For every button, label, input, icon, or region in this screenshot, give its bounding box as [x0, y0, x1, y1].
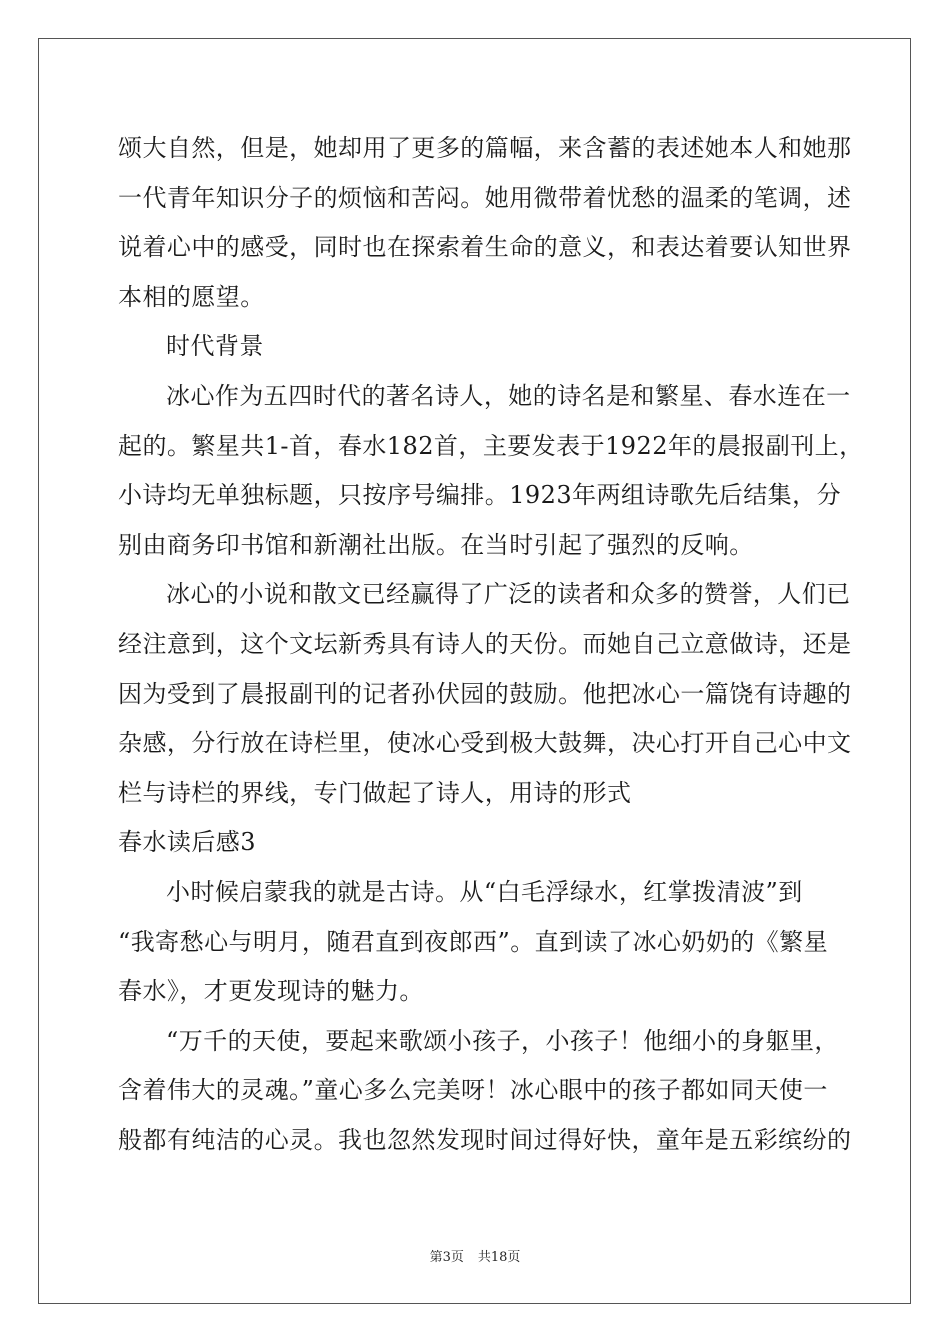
- text-line: “我寄愁心与明月，随君直到夜郎西”。直到读了冰心奶奶的《繁星: [118, 927, 829, 956]
- article-title: [118, 818, 838, 868]
- title-text: 春水读后感3: [118, 828, 256, 857]
- text-line: 小诗均无单独标题，只按序号编排。1923年两组诗歌先后结集，分: [118, 481, 842, 510]
- text-line: 说着心中的感受，同时也在探索着生命的意义，和表达着要认知世界: [118, 233, 852, 262]
- paragraph-body: [118, 372, 864, 570]
- paragraph-body: [118, 1017, 852, 1166]
- document-body: [118, 124, 864, 1165]
- text-line: 本相的愿望。: [118, 282, 265, 311]
- text-line: 经注意到，这个文坛新秀具有诗人的天份。而她自己立意做诗，还是: [118, 629, 852, 658]
- text-line: 栏与诗栏的界线，专门做起了诗人，用诗的形式: [118, 778, 632, 807]
- text-line: 起的。繁星共1-首，春水182首，主要发表于1922年的晨报副刊上，: [118, 431, 864, 460]
- text-line: 春水》，才更发现诗的魅力。: [118, 977, 424, 1006]
- text-line: “万千的天使，要起来歌颂小孩子，小孩子！他细小的身躯里，: [166, 1026, 839, 1055]
- text-line: 含着伟大的灵魂。”童心多么完美呀！冰心眼中的孩子都如同天使一: [118, 1076, 828, 1105]
- heading-text: 时代背景: [166, 332, 264, 361]
- text-line: 小时候启蒙我的就是古诗。从“白毛浮绿水，红掌拨清波”到: [166, 877, 803, 906]
- text-line: 一代青年知识分子的烦恼和苦闷。她用微带着忧愁的温柔的笔调，述: [118, 183, 852, 212]
- text-line: 冰心的小说和散文已经赢得了广泛的读者和众多的赞誉，人们已: [166, 580, 851, 609]
- paragraph-body: [118, 868, 838, 1017]
- text-line: 因为受到了晨报副刊的记者孙伏园的鼓励。他把冰心一篇饶有诗趣的: [118, 679, 852, 708]
- page-number: 第3页: [429, 1250, 464, 1265]
- text-line: 颂大自然，但是，她却用了更多的篇幅，来含蓄的表述她本人和她那: [118, 134, 852, 162]
- paragraph-body: [118, 570, 852, 818]
- text-line: 别由商务印书馆和新潮社出版。在当时引起了强烈的反响。: [118, 530, 754, 559]
- page-footer: [0, 1246, 950, 1265]
- text-line: 冰心作为五四时代的著名诗人，她的诗名是和繁星、春水连在一: [166, 381, 851, 410]
- text-line: 般都有纯洁的心灵。我也忽然发现时间过得好快，童年是五彩缤纷的: [118, 1125, 852, 1154]
- section-heading: [118, 322, 838, 372]
- page-total: 共18页: [477, 1250, 521, 1265]
- text-line: 杂感，分行放在诗栏里，使冰心受到极大鼓舞，决心打开自己心中文: [118, 729, 852, 758]
- paragraph-continuation: [118, 124, 852, 322]
